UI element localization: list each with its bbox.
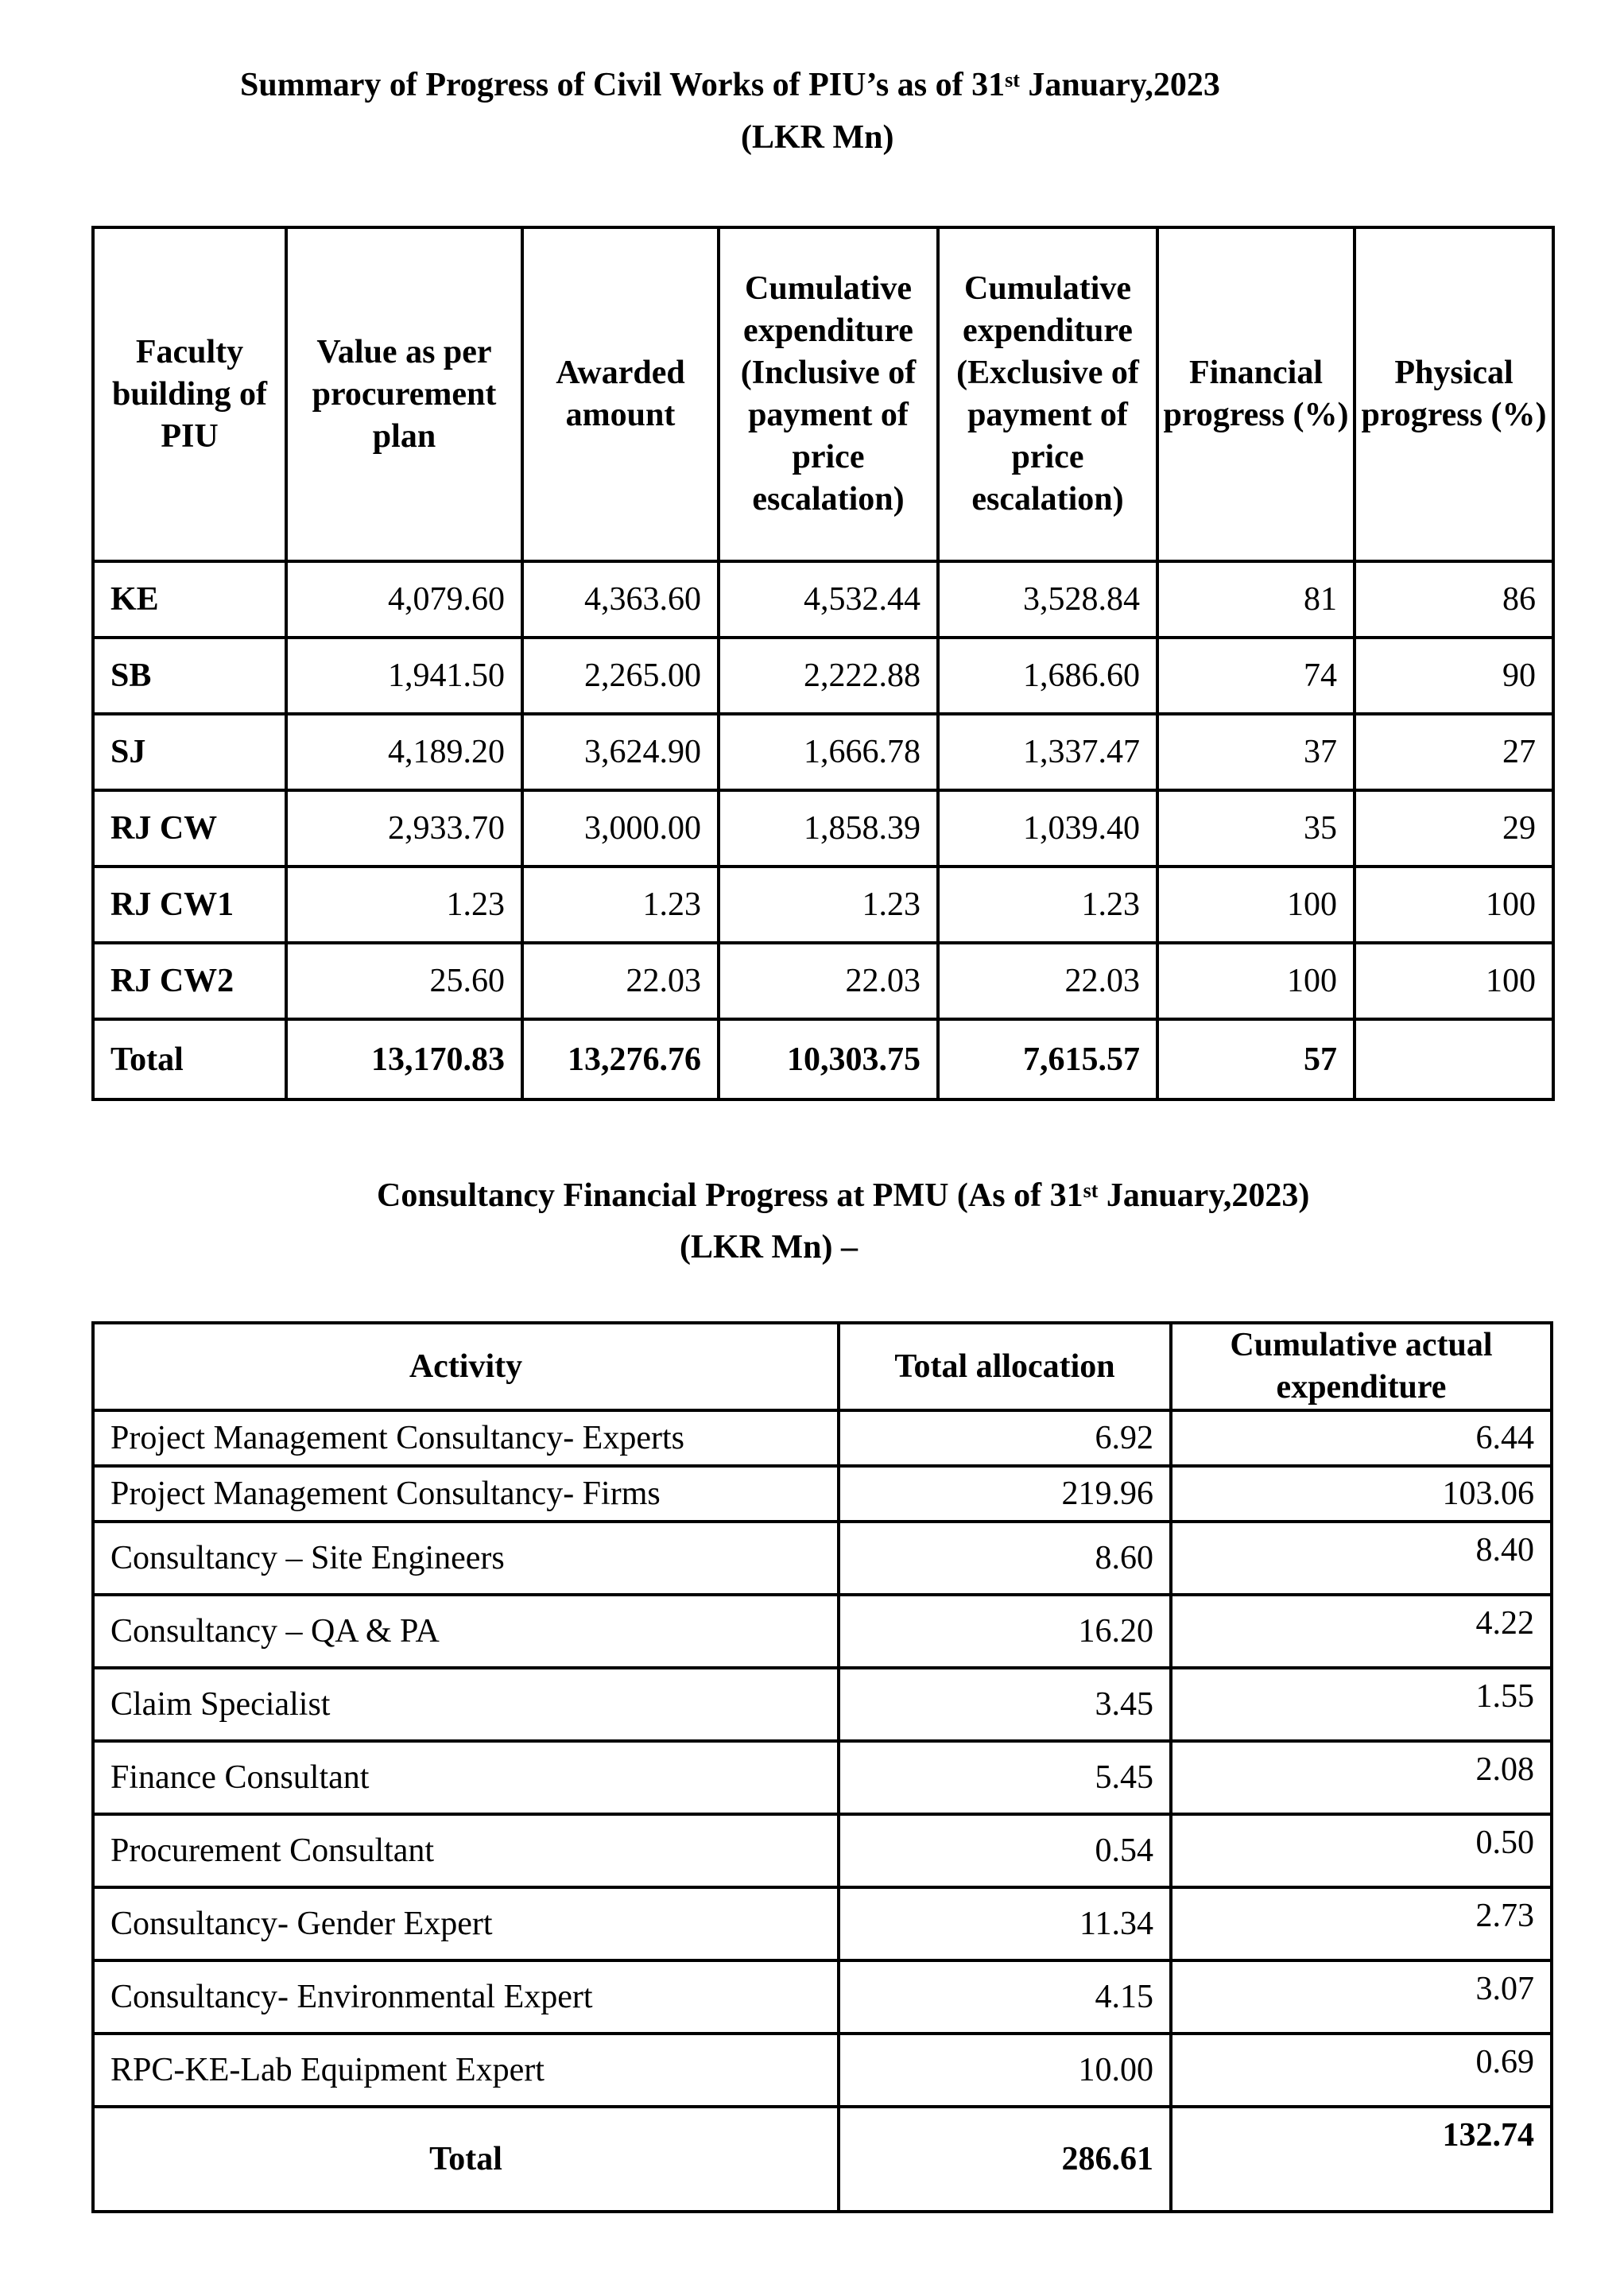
cell-total-physical bbox=[1355, 1019, 1553, 1099]
cell-physical: 27 bbox=[1355, 714, 1553, 790]
civil-works-table bbox=[91, 226, 1555, 1101]
cell-activity: Claim Specialist bbox=[93, 1668, 839, 1741]
cell-total-label: Total bbox=[93, 2107, 839, 2212]
cell-activity: Consultancy- Environmental Expert bbox=[93, 1960, 839, 2034]
cell-cumulative: 4.22 bbox=[1171, 1595, 1552, 1668]
header-value-procurement-plan: Value as per procurement plan bbox=[286, 227, 522, 561]
header-financial-progress: Financial progress (%) bbox=[1157, 227, 1355, 561]
cell-awarded: 2,265.00 bbox=[522, 638, 719, 714]
cell-cum-exclusive: 1.23 bbox=[938, 867, 1157, 943]
cell-financial: 100 bbox=[1157, 867, 1355, 943]
header-cumulative-actual: Cumulative actual expenditure bbox=[1171, 1323, 1552, 1410]
cell-piu: RJ CW1 bbox=[93, 867, 286, 943]
cell-total-financial: 57 bbox=[1157, 1019, 1355, 1099]
cell-cum-inclusive: 1,858.39 bbox=[719, 790, 938, 867]
cell-financial: 35 bbox=[1157, 790, 1355, 867]
cell-financial: 81 bbox=[1157, 561, 1355, 638]
cell-piu: SJ bbox=[93, 714, 286, 790]
cell-allocation: 4.15 bbox=[839, 1960, 1171, 2034]
civil-works-unit: (LKR Mn) bbox=[741, 119, 894, 156]
table-row bbox=[93, 790, 1553, 867]
cell-physical: 86 bbox=[1355, 561, 1553, 638]
cell-total-value: 13,170.83 bbox=[286, 1019, 522, 1099]
table-row bbox=[93, 2034, 1552, 2107]
header-awarded-amount: Awarded amount bbox=[522, 227, 719, 561]
cell-awarded: 4,363.60 bbox=[522, 561, 719, 638]
total-row bbox=[93, 1019, 1553, 1099]
table-row bbox=[93, 1522, 1552, 1595]
cell-cum-exclusive: 22.03 bbox=[938, 943, 1157, 1019]
cell-awarded: 22.03 bbox=[522, 943, 719, 1019]
table-row bbox=[93, 1595, 1552, 1668]
cell-cum-inclusive: 1,666.78 bbox=[719, 714, 938, 790]
cell-activity: Consultancy – Site Engineers bbox=[93, 1522, 839, 1595]
cell-allocation: 219.96 bbox=[839, 1466, 1171, 1522]
cell-allocation: 10.00 bbox=[839, 2034, 1171, 2107]
cell-cum-exclusive: 1,686.60 bbox=[938, 638, 1157, 714]
cell-cum-exclusive: 1,337.47 bbox=[938, 714, 1157, 790]
table-row bbox=[93, 1814, 1552, 1887]
cell-cum-exclusive: 3,528.84 bbox=[938, 561, 1157, 638]
cell-total-awarded: 13,276.76 bbox=[522, 1019, 719, 1099]
header-cumulative-exclusive: Cumulative expenditure (Exclusive of payment of price escalation) bbox=[938, 227, 1157, 561]
cell-financial: 37 bbox=[1157, 714, 1355, 790]
header-activity: Activity bbox=[93, 1323, 839, 1410]
cell-value: 2,933.70 bbox=[286, 790, 522, 867]
table-row bbox=[93, 1887, 1552, 1960]
consultancy-header-row bbox=[93, 1323, 1552, 1410]
table-row bbox=[93, 1668, 1552, 1741]
cell-value: 4,079.60 bbox=[286, 561, 522, 638]
cell-financial: 74 bbox=[1157, 638, 1355, 714]
cell-cumulative: 8.40 bbox=[1171, 1522, 1552, 1595]
cell-physical: 100 bbox=[1355, 943, 1553, 1019]
cell-value: 1.23 bbox=[286, 867, 522, 943]
header-faculty-building: Faculty building of PIU bbox=[93, 227, 286, 561]
cell-physical: 100 bbox=[1355, 867, 1553, 943]
cell-cum-inclusive: 1.23 bbox=[719, 867, 938, 943]
cell-piu: RJ CW bbox=[93, 790, 286, 867]
cell-piu: KE bbox=[93, 561, 286, 638]
cell-total-cumulative: 132.74 bbox=[1171, 2107, 1552, 2212]
cell-cum-inclusive: 4,532.44 bbox=[719, 561, 938, 638]
cell-activity: Finance Consultant bbox=[93, 1741, 839, 1814]
civil-works-header-row bbox=[93, 227, 1553, 561]
cell-allocation: 5.45 bbox=[839, 1741, 1171, 1814]
cell-cum-inclusive: 22.03 bbox=[719, 943, 938, 1019]
cell-piu: RJ CW2 bbox=[93, 943, 286, 1019]
cell-activity: Project Management Consultancy- Firms bbox=[93, 1466, 839, 1522]
civil-works-title: Summary of Progress of Civil Works of PIU’s as of 31st January,2023 bbox=[240, 67, 1220, 103]
cell-cumulative: 2.73 bbox=[1171, 1887, 1552, 1960]
cell-allocation: 6.92 bbox=[839, 1410, 1171, 1466]
table-row bbox=[93, 561, 1553, 638]
cell-total-allocation: 286.61 bbox=[839, 2107, 1171, 2212]
header-cumulative-inclusive: Cumulative expenditure (Inclusive of payment of price escalation) bbox=[719, 227, 938, 561]
cell-cumulative: 103.06 bbox=[1171, 1466, 1552, 1522]
cell-cumulative: 0.69 bbox=[1171, 2034, 1552, 2107]
cell-physical: 90 bbox=[1355, 638, 1553, 714]
table-row bbox=[93, 1741, 1552, 1814]
cell-activity: Consultancy – QA & PA bbox=[93, 1595, 839, 1668]
table-row bbox=[93, 867, 1553, 943]
cell-cumulative: 1.55 bbox=[1171, 1668, 1552, 1741]
cell-total-label: Total bbox=[93, 1019, 286, 1099]
consultancy-unit: (LKR Mn) – bbox=[680, 1229, 858, 1266]
cell-value: 1,941.50 bbox=[286, 638, 522, 714]
cell-activity: Procurement Consultant bbox=[93, 1814, 839, 1887]
table-row bbox=[93, 943, 1553, 1019]
table-row bbox=[93, 638, 1553, 714]
cell-allocation: 11.34 bbox=[839, 1887, 1171, 1960]
cell-cumulative: 3.07 bbox=[1171, 1960, 1552, 2034]
cell-financial: 100 bbox=[1157, 943, 1355, 1019]
cell-awarded: 3,000.00 bbox=[522, 790, 719, 867]
cell-piu: SB bbox=[93, 638, 286, 714]
cell-physical: 29 bbox=[1355, 790, 1553, 867]
table-row bbox=[93, 714, 1553, 790]
cell-allocation: 0.54 bbox=[839, 1814, 1171, 1887]
cell-cumulative: 6.44 bbox=[1171, 1410, 1552, 1466]
cell-activity: Project Management Consultancy- Experts bbox=[93, 1410, 839, 1466]
total-row bbox=[93, 2107, 1552, 2212]
header-physical-progress: Physical progress (%) bbox=[1355, 227, 1553, 561]
cell-value: 25.60 bbox=[286, 943, 522, 1019]
cell-allocation: 8.60 bbox=[839, 1522, 1171, 1595]
cell-total-cum-inclusive: 10,303.75 bbox=[719, 1019, 938, 1099]
cell-cumulative: 2.08 bbox=[1171, 1741, 1552, 1814]
header-total-allocation: Total allocation bbox=[839, 1323, 1171, 1410]
table-row bbox=[93, 1410, 1552, 1466]
cell-total-cum-exclusive: 7,615.57 bbox=[938, 1019, 1157, 1099]
cell-awarded: 3,624.90 bbox=[522, 714, 719, 790]
table-row bbox=[93, 1960, 1552, 2034]
cell-allocation: 16.20 bbox=[839, 1595, 1171, 1668]
table-row bbox=[93, 1466, 1552, 1522]
cell-cumulative: 0.50 bbox=[1171, 1814, 1552, 1887]
cell-activity: RPC-KE-Lab Equipment Expert bbox=[93, 2034, 839, 2107]
cell-allocation: 3.45 bbox=[839, 1668, 1171, 1741]
cell-awarded: 1.23 bbox=[522, 867, 719, 943]
consultancy-title: Consultancy Financial Progress at PMU (As of 31st January,2023) bbox=[377, 1177, 1310, 1214]
cell-cum-exclusive: 1,039.40 bbox=[938, 790, 1157, 867]
consultancy-table bbox=[91, 1321, 1553, 2213]
cell-activity: Consultancy- Gender Expert bbox=[93, 1887, 839, 1960]
cell-cum-inclusive: 2,222.88 bbox=[719, 638, 938, 714]
cell-value: 4,189.20 bbox=[286, 714, 522, 790]
